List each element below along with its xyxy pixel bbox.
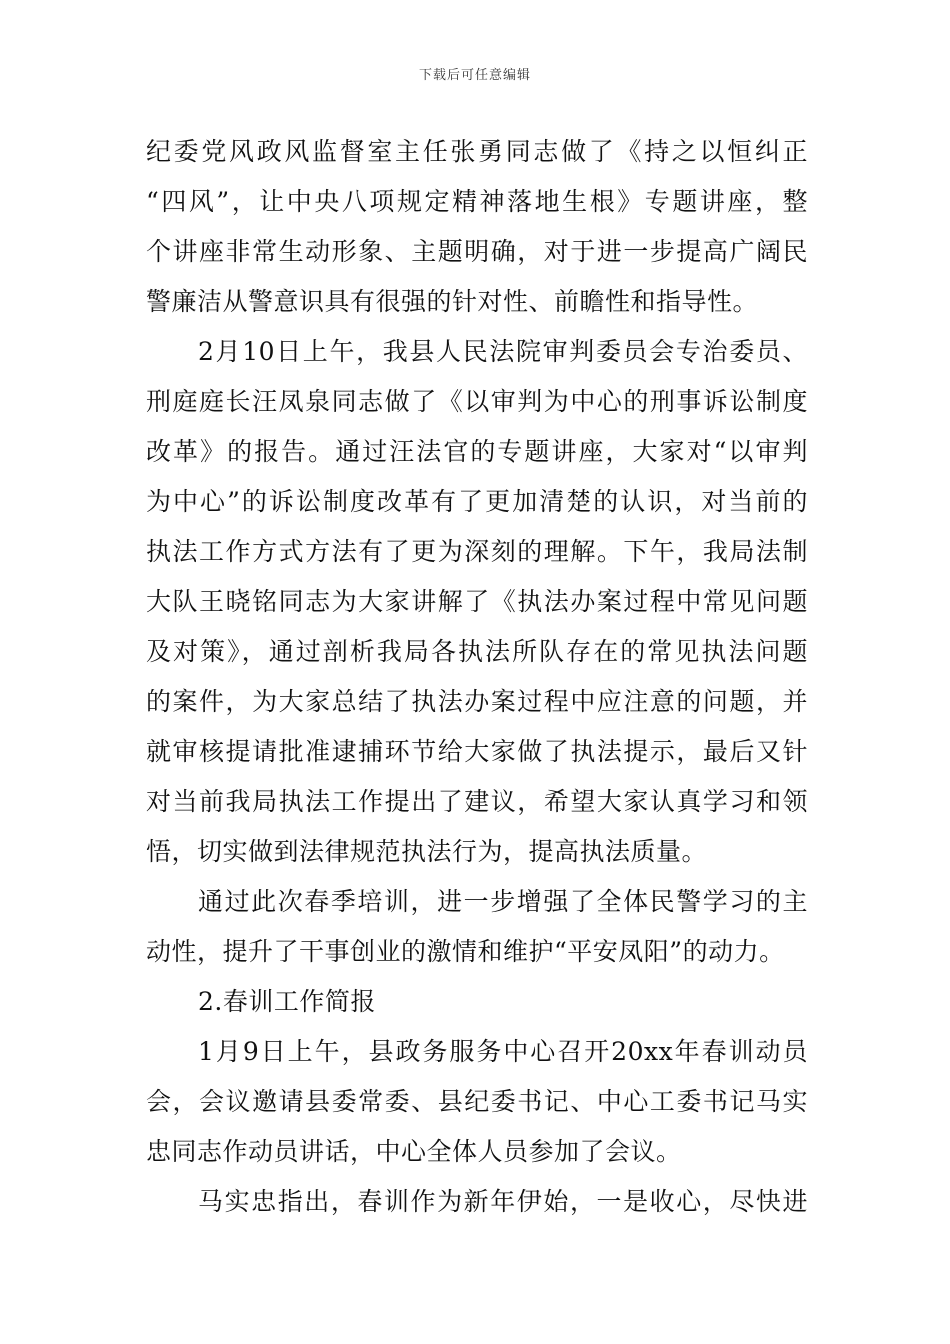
text-line: 纪委党风政风监督室主任张勇同志做了《持之以恒纠正 (146, 137, 808, 166)
text-line: 警廉洁从警意识具有很强的针对性、前瞻性和指导性。 (146, 287, 759, 316)
section-heading: 2.春训工作简报 (198, 987, 376, 1016)
text-line: 2月10日上午，我县人民法院审判委员会专治委员、 (198, 337, 808, 366)
page-header: 下载后可任意编辑 (418, 68, 531, 83)
text-line: 1月9日上午，县政务服务中心召开20xx年春训动员 (198, 1037, 808, 1066)
text-line: 刑庭庭长汪凤泉同志做了《以审判为中心的刑事诉讼制度 (146, 387, 808, 416)
text-line: 改革》的报告。通过汪法官的专题讲座，大家对“以审判 (146, 437, 808, 466)
text-line: 执法工作方式方法有了更为深刻的理解。下午，我局法制 (146, 537, 808, 566)
text-line: 马实忠指出，春训作为新年伊始，一是收心，尽快进 (198, 1187, 808, 1216)
text-line: 大队王晓铭同志为大家讲解了《执法办案过程中常见问题 (146, 587, 808, 616)
text-line: 动性，提升了干事创业的激情和维护“平安凤阳”的动力。 (146, 937, 785, 966)
text-line: 会，会议邀请县委常委、县纪委书记、中心工委书记马实 (146, 1087, 808, 1116)
text-line: “四风”，让中央八项规定精神落地生根》专题讲座，整 (146, 187, 808, 216)
text-line: 及对策》，通过剖析我局各执法所队存在的常见执法问题 (146, 637, 808, 666)
text-line: 忠同志作动员讲话，中心全体人员参加了会议。 (146, 1137, 682, 1166)
text-line: 对当前我局执法工作提出了建议，希望大家认真学习和领 (146, 787, 808, 816)
text-line: 悟，切实做到法律规范执法行为，提高执法质量。 (146, 837, 708, 866)
text-line: 个讲座非常生动形象、主题明确，对于进一步提高广阔民 (146, 237, 808, 266)
text-line: 通过此次春季培训，进一步增强了全体民警学习的主 (198, 887, 808, 916)
text-line: 为中心”的诉讼制度改革有了更加清楚的认识，对当前的 (146, 487, 808, 516)
document-body (146, 127, 808, 1227)
text-line: 的案件，为大家总结了执法办案过程中应注意的问题，并 (146, 687, 808, 716)
text-line: 就审核提请批准逮捕环节给大家做了执法提示，最后又针 (146, 737, 808, 766)
